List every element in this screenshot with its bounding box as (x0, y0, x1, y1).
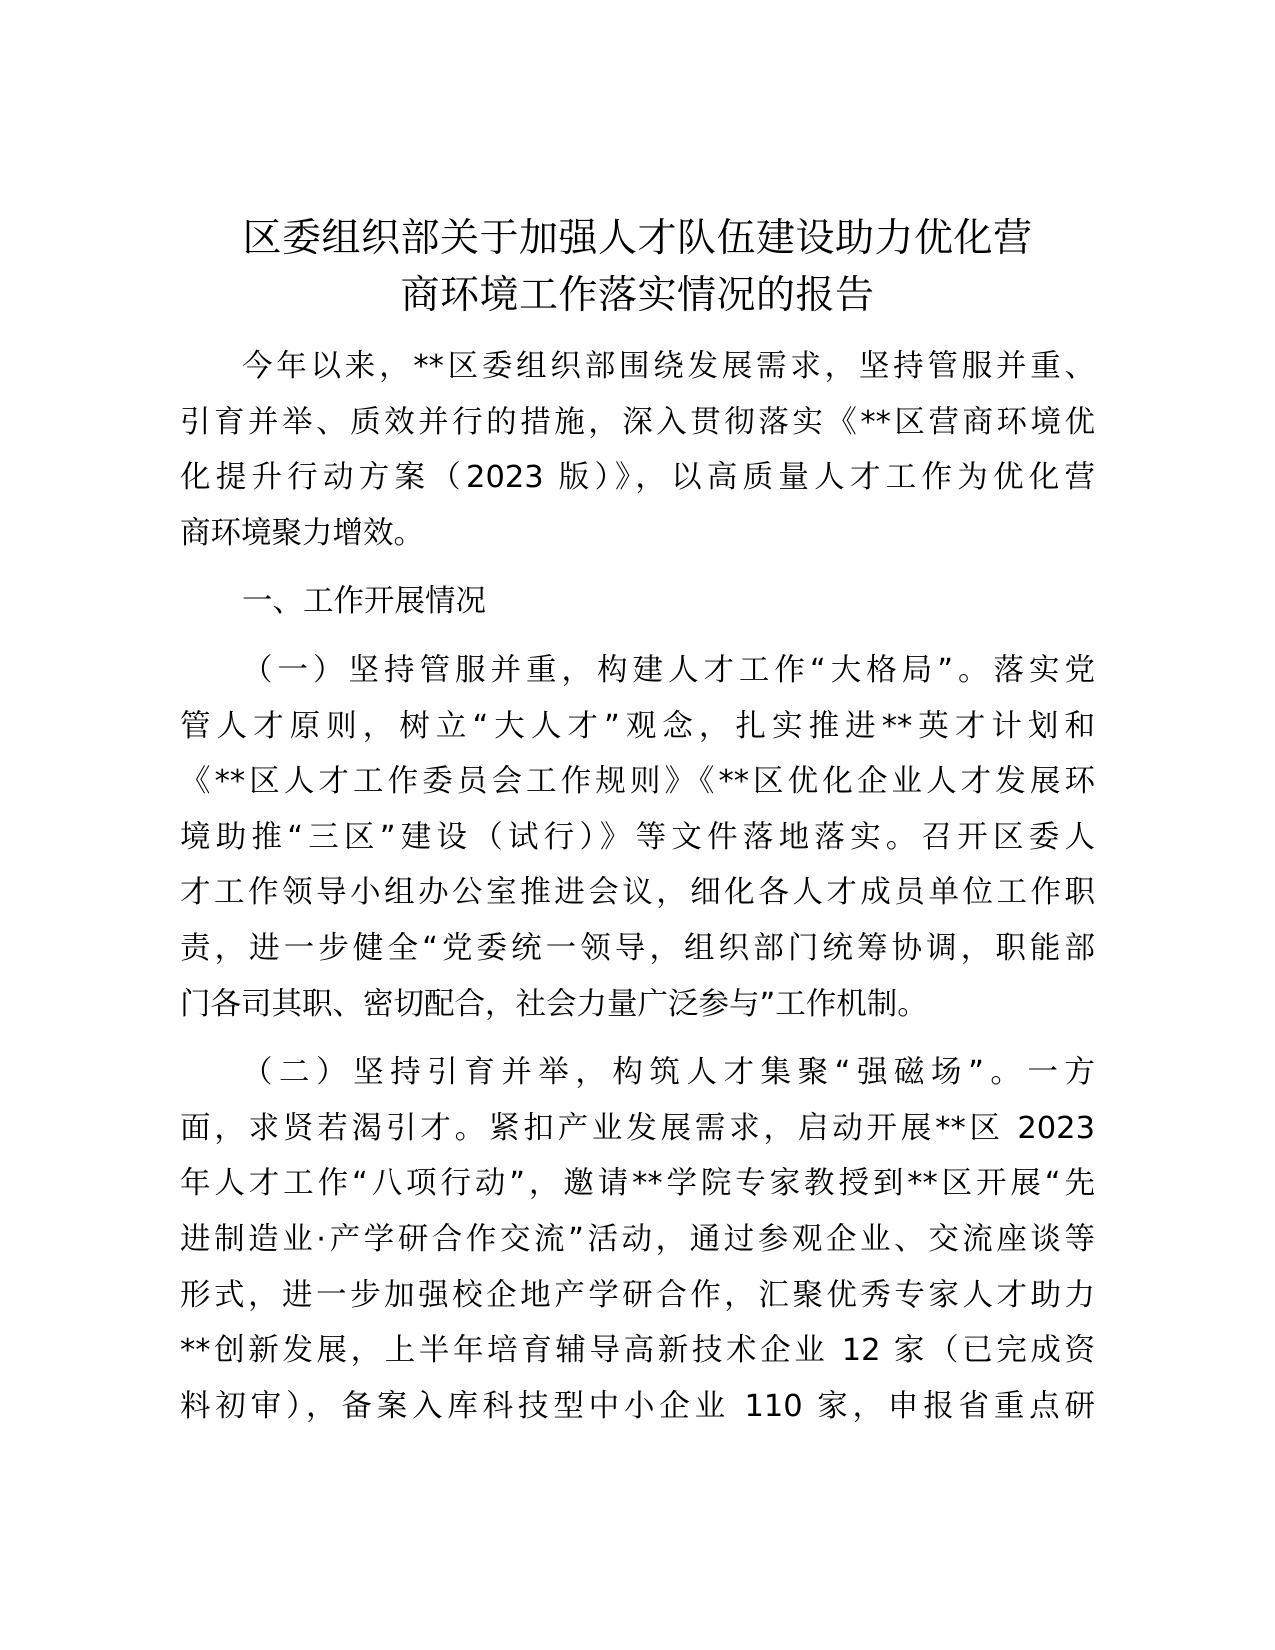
paragraph-section-1 (180, 643, 1095, 1032)
text-line: （一）坚持管服并重，构建人才工作“大格局”。落实党 (242, 652, 1095, 688)
text-line: 责，进一步健全“党委统一领导，组织部门统筹协调，职能部 (180, 930, 1095, 966)
heading-line: 一、工作开展情况 (242, 584, 486, 620)
paragraph-section-2 (180, 1045, 1095, 1434)
text-line: 料初审），备案入库科技型中小企业 110 家，申报省重点研 (180, 1388, 1095, 1424)
text-line: 境助推“三区”建设（试行）》等文件落地落实。召开区委人 (180, 819, 1095, 855)
text-line: **创新发展，上半年培育辅导高新技术企业 12 家（已完成资 (180, 1333, 1095, 1369)
section-heading (180, 574, 1095, 630)
text-line: 形式，进一步加强校企地产学研合作，汇聚优秀专家人才助力 (180, 1277, 1095, 1313)
text-line: 面，求贤若渴引才。紧扣产业发展需求，启动开展**区 2023 (180, 1110, 1095, 1146)
text-line: 进制造业·产学研合作交流”活动，通过参观企业、交流座谈等 (180, 1221, 1095, 1257)
text-line: 年人才工作“八项行动”，邀请**学院专家教授到**区开展“先 (180, 1166, 1095, 1202)
title-line-2: 商环境工作落实情况的报告 (400, 273, 875, 318)
text-line: 商环境聚力增效。 (180, 515, 424, 551)
text-line: 引育并举、质效并行的措施，深入贯彻落实《**区营商环境优 (180, 404, 1095, 440)
text-line: 化提升行动方案（2023 版）》，以高质量人才工作为优化营 (180, 460, 1095, 496)
text-line: 门各司其职、密切配合，社会力量广泛参与”工作机制。 (180, 986, 928, 1022)
text-line: 才工作领导小组办公室推进会议，细化各人才成员单位工作职 (180, 875, 1095, 911)
text-line: 管人才原则，树立“大人才”观念，扎实推进**英才计划和 (180, 708, 1095, 744)
text-line: 《**区人才工作委员会工作规则》《**区优化企业人才发展环 (180, 764, 1095, 800)
document-title (180, 210, 1095, 324)
text-line: （二）坚持引育并举，构筑人才集聚“强磁场”。一方 (242, 1055, 1095, 1091)
document-body (180, 339, 1095, 1434)
title-line-1: 区委组织部关于加强人才队伍建设助力优化营 (242, 216, 1033, 261)
paragraph-intro (180, 339, 1095, 561)
text-line: 今年以来，**区委组织部围绕发展需求，坚持管服并重、 (242, 349, 1095, 384)
